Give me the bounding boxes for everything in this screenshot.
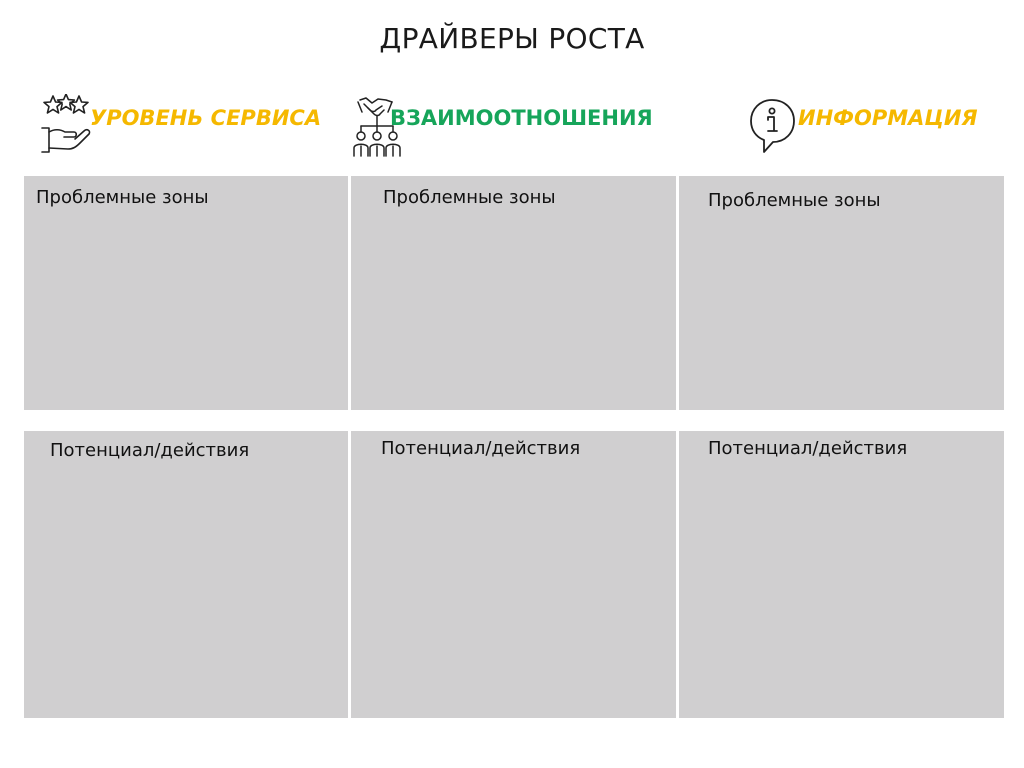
driver-relationships-label: ВЗАИМООТНОШЕНИЯ — [390, 106, 653, 130]
driver-service-label: УРОВЕНЬ СЕРВИСА — [90, 106, 322, 130]
actions-cell-relationships — [351, 431, 676, 718]
info-bubble-icon — [748, 94, 798, 158]
problems-label-service: Проблемные зоны — [36, 187, 209, 208]
actions-cell-information — [679, 431, 1004, 718]
problems-cell-relationships — [351, 176, 676, 410]
actions-label-service: Потенциал/действия — [50, 440, 250, 461]
driver-information-label: ИНФОРМАЦИЯ — [798, 106, 978, 130]
problems-label-information: Проблемные зоны — [708, 190, 881, 211]
problems-cell-information — [679, 176, 1004, 410]
actions-label-relationships: Потенциал/действия — [381, 438, 581, 459]
hand-stars-icon — [40, 94, 96, 158]
page-title: ДРАЙВЕРЫ РОСТА — [379, 22, 645, 55]
problems-cell-service — [24, 176, 348, 410]
actions-label-information: Потенциал/действия — [708, 438, 908, 459]
actions-cell-service — [24, 431, 348, 718]
problems-label-relationships: Проблемные зоны — [383, 187, 556, 208]
